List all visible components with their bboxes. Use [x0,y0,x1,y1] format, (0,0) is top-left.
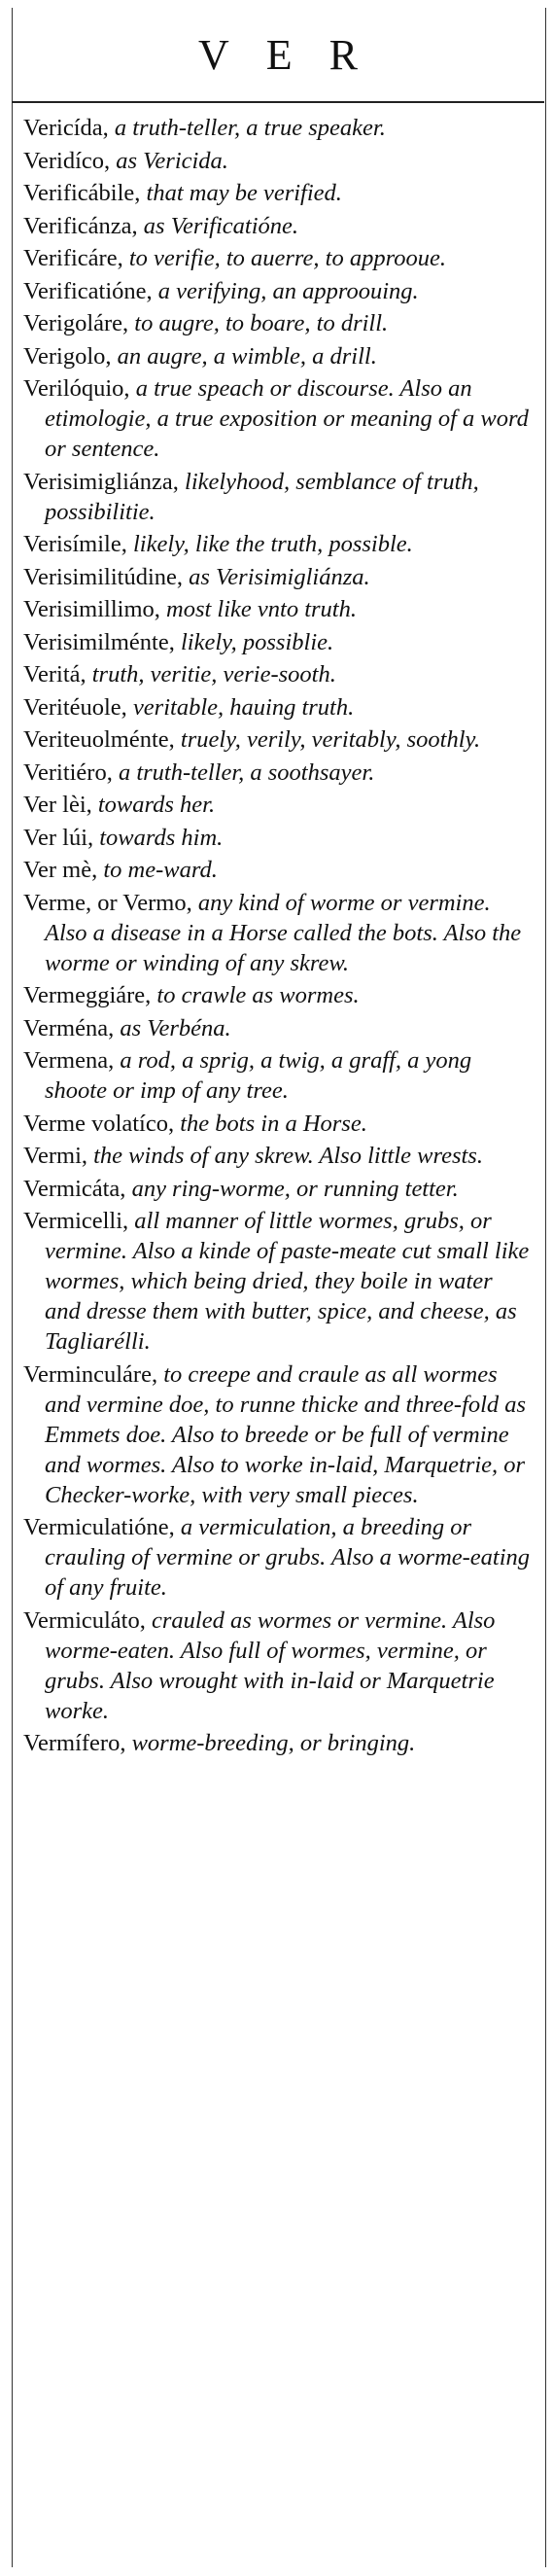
entry-definition: worme-breeding, or bringing. [125,1730,416,1756]
entry-definition: to me-ward. [97,857,218,883]
entry-headword: Verisimillimo, [23,596,160,622]
dictionary-entry [23,373,531,464]
entry-headword: Vermiculatióne, [23,1514,175,1540]
entry-headword: Vermiculáto, [23,1606,146,1634]
dictionary-entry [23,1045,531,1106]
dictionary-entry [23,178,531,208]
entry-definition: likely, like the truth, possible. [126,531,413,557]
entry-definition: most like vnto truth. [159,596,357,622]
dictionary-entry [23,758,531,788]
entry-definition: likely, possiblie. [174,628,334,655]
dictionary-entry [23,692,531,723]
dictionary-entry [23,790,531,820]
entry-headword: Verificatióne, [23,277,153,304]
dictionary-entry [23,211,531,241]
entry-definition: as Verbéna. [114,1014,231,1041]
entry-headword: Verilóquio, [23,375,130,402]
dictionary-entry [23,888,531,978]
entry-headword: Vermífero, [23,1730,126,1756]
entry-headword: Verificábile, [23,180,141,206]
dictionary-entry [23,627,531,657]
entry-definition: to creepe and craule as all wormes and vermine doe, to runne thicke and three-fold as Emmets doe. Also to breede or be full of vermine and wormes. Also to worke in-laid, Marquetrie, or Checker-worke, with very small pieces. [45,1360,527,1508]
dictionary-entry [23,1359,531,1510]
dictionary-entry [23,1606,531,1726]
dictionary-entry [23,659,531,689]
entry-definition: that may be verified. [140,180,342,206]
dictionary-entry [23,243,531,273]
entry-definition: as Verificatióne. [137,212,299,239]
entry-headword: Verificáre, [23,245,123,271]
dictionary-entry [23,341,531,371]
dictionary-entry [23,594,531,624]
entry-headword: Verigolo, [23,342,112,370]
dictionary-entry [23,562,531,592]
dictionary-entry [23,980,531,1010]
dictionary-entry [23,724,531,755]
dictionary-entry [23,1512,531,1603]
entry-definition: a truth-teller, a true speaker. [108,115,386,141]
dictionary-entry [23,1141,531,1171]
dictionary-entry [23,1728,531,1758]
entry-headword: Verisimigliánza, [23,468,179,495]
entry-definition: to augre, to boare, to drill. [128,310,389,336]
entry-headword: Verisimilitúdine, [23,563,183,590]
entry-headword: Vermi, [23,1143,87,1169]
entry-headword: Verigoláre, [23,310,129,336]
entry-headword: Ver mè, [23,857,98,883]
entry-definition: veritable, hauing truth. [126,693,355,721]
entry-definition: an augre, a wimble, a drill. [111,342,377,370]
entry-headword: Veriteuolménte, [23,726,175,753]
entry-headword: Veritiéro, [23,759,113,786]
entry-definition: to verifie, to auerre, to approoue. [122,245,446,271]
entry-definition: towards her. [91,792,216,818]
entry-definition: the winds of any skrew. Also little wrests. [87,1143,483,1169]
dictionary-entry [23,1174,531,1204]
dictionary-entry [23,1206,531,1357]
entry-headword: Verisímile, [23,531,127,557]
entry-headword: Vermicelli, [23,1208,129,1234]
entry-definition: a true speach or discourse. Also an etimologie, a true exposition or meaning of a word or sentence. [45,375,529,462]
entry-definition: any kind of worme or vermine. Also a disease in a Horse called the bots. Also the worme or winding of any skrew. [45,889,522,976]
dictionary-entry [23,308,531,338]
entry-definition: a verifying, an approouing. [152,277,419,304]
dictionary-entry [23,529,531,559]
entry-headword: Verisimilménte, [23,628,175,655]
entry-definition: a vermiculation, a breeding or crauling of vermine or grubs. Also a worme-eating of any fruite. [45,1514,531,1601]
entry-headword: Verme, or Vermo, [23,889,192,916]
entry-headword: Ver lèi, [23,792,92,818]
entry-definition: to crawle as wormes. [151,982,360,1008]
dictionary-entry [23,1109,531,1139]
entry-definition: all manner of little wormes, grubs, or vermine. Also a kinde of paste-meate cut small like wormes, which being dried, they boile in water and dresse them with butter, spice, and cheese, as Tagliarélli. [45,1208,530,1355]
entry-headword: Verificánza, [23,212,138,239]
entry-headword: Ver lúi, [23,824,94,851]
entry-definition: a truth-teller, a soothsayer. [112,759,375,786]
entry-headword: Vermena, [23,1047,115,1074]
entry-headword: Verminculáre, [23,1360,158,1388]
dictionary-entry [23,146,531,176]
entry-definition: truth, veritie, verie-sooth. [86,661,336,688]
entry-headword: Verména, [23,1014,115,1041]
entry-headword: Vermeggiáre, [23,982,152,1008]
page-header [12,8,544,103]
running-head: VER [198,30,395,79]
dictionary-entry [23,467,531,527]
entry-definition: as Vericida. [110,147,228,174]
dictionary-entry [23,1013,531,1043]
entry-headword: Vermicáta, [23,1175,126,1202]
dictionary-entry [23,855,531,885]
dictionary-entry [23,113,531,143]
entry-list [23,113,531,1761]
entry-definition: any ring-worme, or running tetter. [125,1175,459,1202]
entry-definition: the bots in a Horse. [174,1110,367,1137]
entry-definition: truely, verily, veritably, soothly. [174,726,481,753]
entry-headword: Veritá, [23,661,86,688]
dictionary-entry [23,823,531,853]
entry-definition: crauled as wormes or vermine. Also worme-eaten. Also full of wormes, vermine, or grubs. Also wrought with in-laid or Marquetrie worke. [45,1606,496,1724]
entry-definition: likelyhood, semblance of truth, possibilitie. [45,468,479,525]
entry-headword: Veridíco, [23,147,111,174]
entry-headword: Veritéuole, [23,693,127,721]
entry-headword: Vericída, [23,115,109,141]
dictionary-entry [23,276,531,306]
entry-definition: as Verisimigliánza. [183,563,370,590]
entry-definition: towards him. [93,824,224,851]
entry-headword: Verme volatíco, [23,1110,175,1137]
entry-definition: a rod, a sprig, a twig, a graff, a yong shoote or imp of any tree. [45,1047,472,1104]
